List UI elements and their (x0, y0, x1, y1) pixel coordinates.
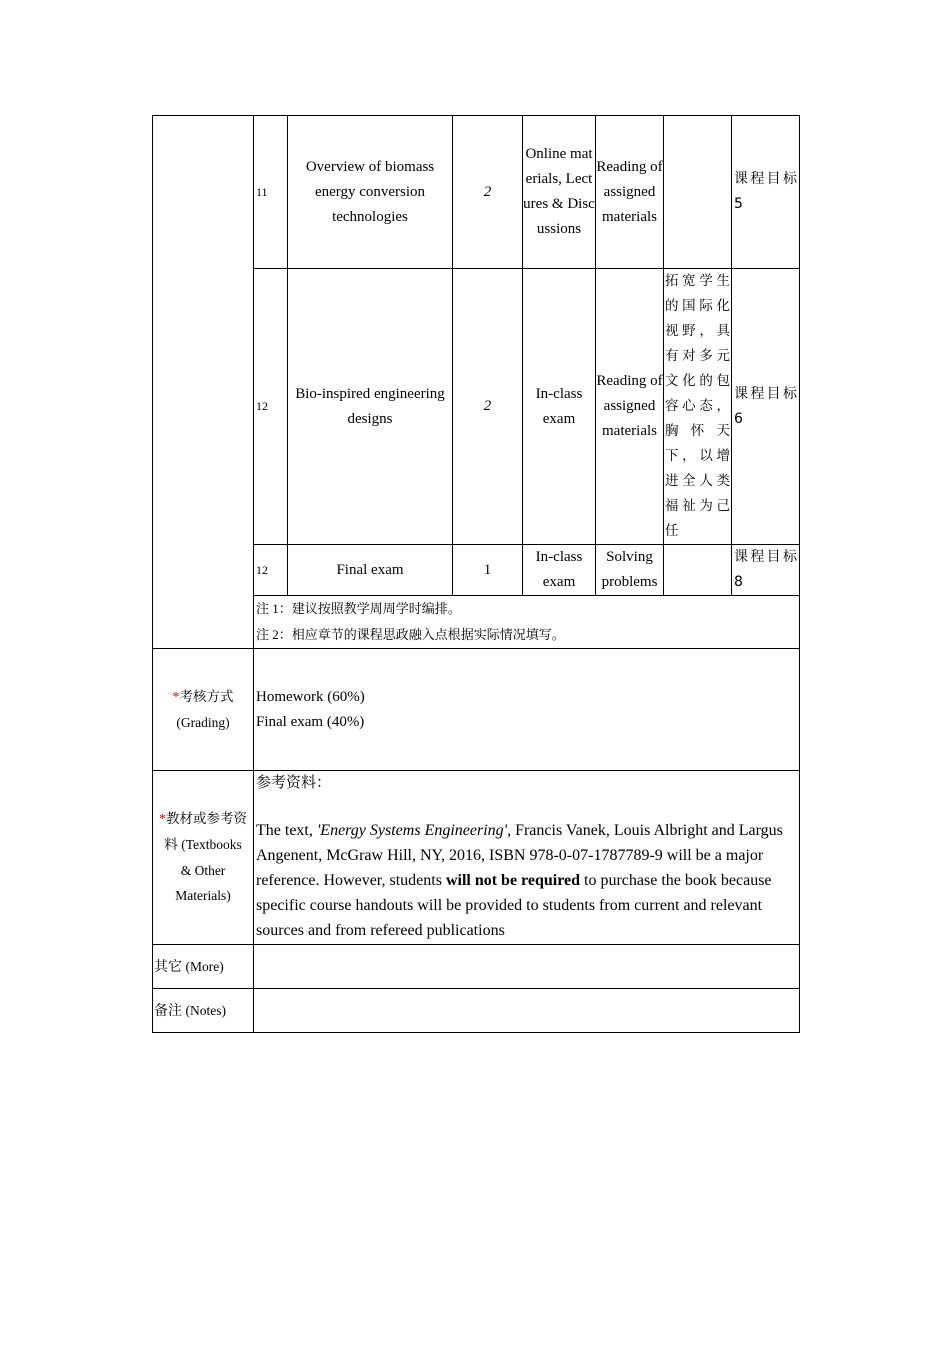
required-star: * (159, 812, 166, 827)
grading-row (153, 649, 800, 771)
topic-cell: Overview of biomass energy conversion technologies (288, 116, 453, 269)
week-cell: 12 (254, 269, 288, 545)
schedule-label-cell (153, 116, 254, 649)
note-line: 注 1：建议按照教学周周学时编排。 (256, 601, 461, 617)
more-value (254, 945, 800, 989)
hours-cell: 2 (453, 116, 523, 269)
materials-text: The text, 'Energy Systems Engineering', Francis Vanek, Louis Albright and Largus Angenent, McGraw Hill, NY, 2016, ISBN 978-0-07-1787789-9 will be a major reference. However, students will not be required to purchase the book because specific course handouts will be provided to students from current and relevant sources and from refereed publications (256, 822, 783, 939)
materials-label: *教材或参考资 料 (Textbooks & Other Materials) (153, 771, 254, 945)
assignment-cell: Reading of assigned materials (596, 116, 664, 269)
syllabus-table (152, 115, 800, 1033)
hours-cell: 1 (453, 545, 523, 596)
more-row (153, 945, 800, 989)
assignment-cell: Reading of assigned materials (596, 269, 664, 545)
method-cell: In-class exam (523, 545, 596, 596)
remarks-row (153, 989, 800, 1033)
note-line: 注 2：相应章节的课程思政融入点根据实际情况填写。 (256, 627, 565, 643)
topic-cell: Bio-inspired engineering designs (288, 269, 453, 545)
schedule-notes (254, 596, 800, 649)
ideology-cell (664, 116, 732, 269)
grading-line: Final exam (40%) (256, 713, 365, 730)
method-cell: Online materials, Lectures & Discussions (523, 116, 596, 269)
grading-line: Homework (60%) (256, 688, 365, 705)
hours-cell: 2 (453, 269, 523, 545)
topic-cell: Final exam (288, 545, 453, 596)
goal-cell: 课程目标8 (732, 545, 800, 596)
ideology-cell: 拓宽学生的国际化视野，具有对多元文化的包容心态，胸怀天下，以增进全人类福祉为己任 (664, 269, 732, 545)
method-cell: In-class exam (523, 269, 596, 545)
assignment-cell: Solving problems (596, 545, 664, 596)
book-title: 'Energy Systems Engineering', (316, 822, 512, 839)
week-cell: 12 (254, 545, 288, 596)
remarks-label: 备注 (Notes) (153, 989, 254, 1033)
schedule-row (153, 116, 800, 269)
goal-cell: 课程目标6 (732, 269, 800, 545)
grading-label: *考核方式 (Grading) (153, 649, 254, 771)
ideology-cell (664, 545, 732, 596)
remarks-value (254, 989, 800, 1033)
required-star: * (172, 689, 180, 705)
week-cell: 11 (254, 116, 288, 269)
materials-heading: 参考资料： (256, 775, 332, 791)
goal-cell: 课程目标5 (732, 116, 800, 269)
materials-row (153, 771, 800, 945)
grading-value (254, 649, 800, 771)
more-label: 其它 (More) (153, 945, 254, 989)
materials-value (254, 771, 800, 945)
